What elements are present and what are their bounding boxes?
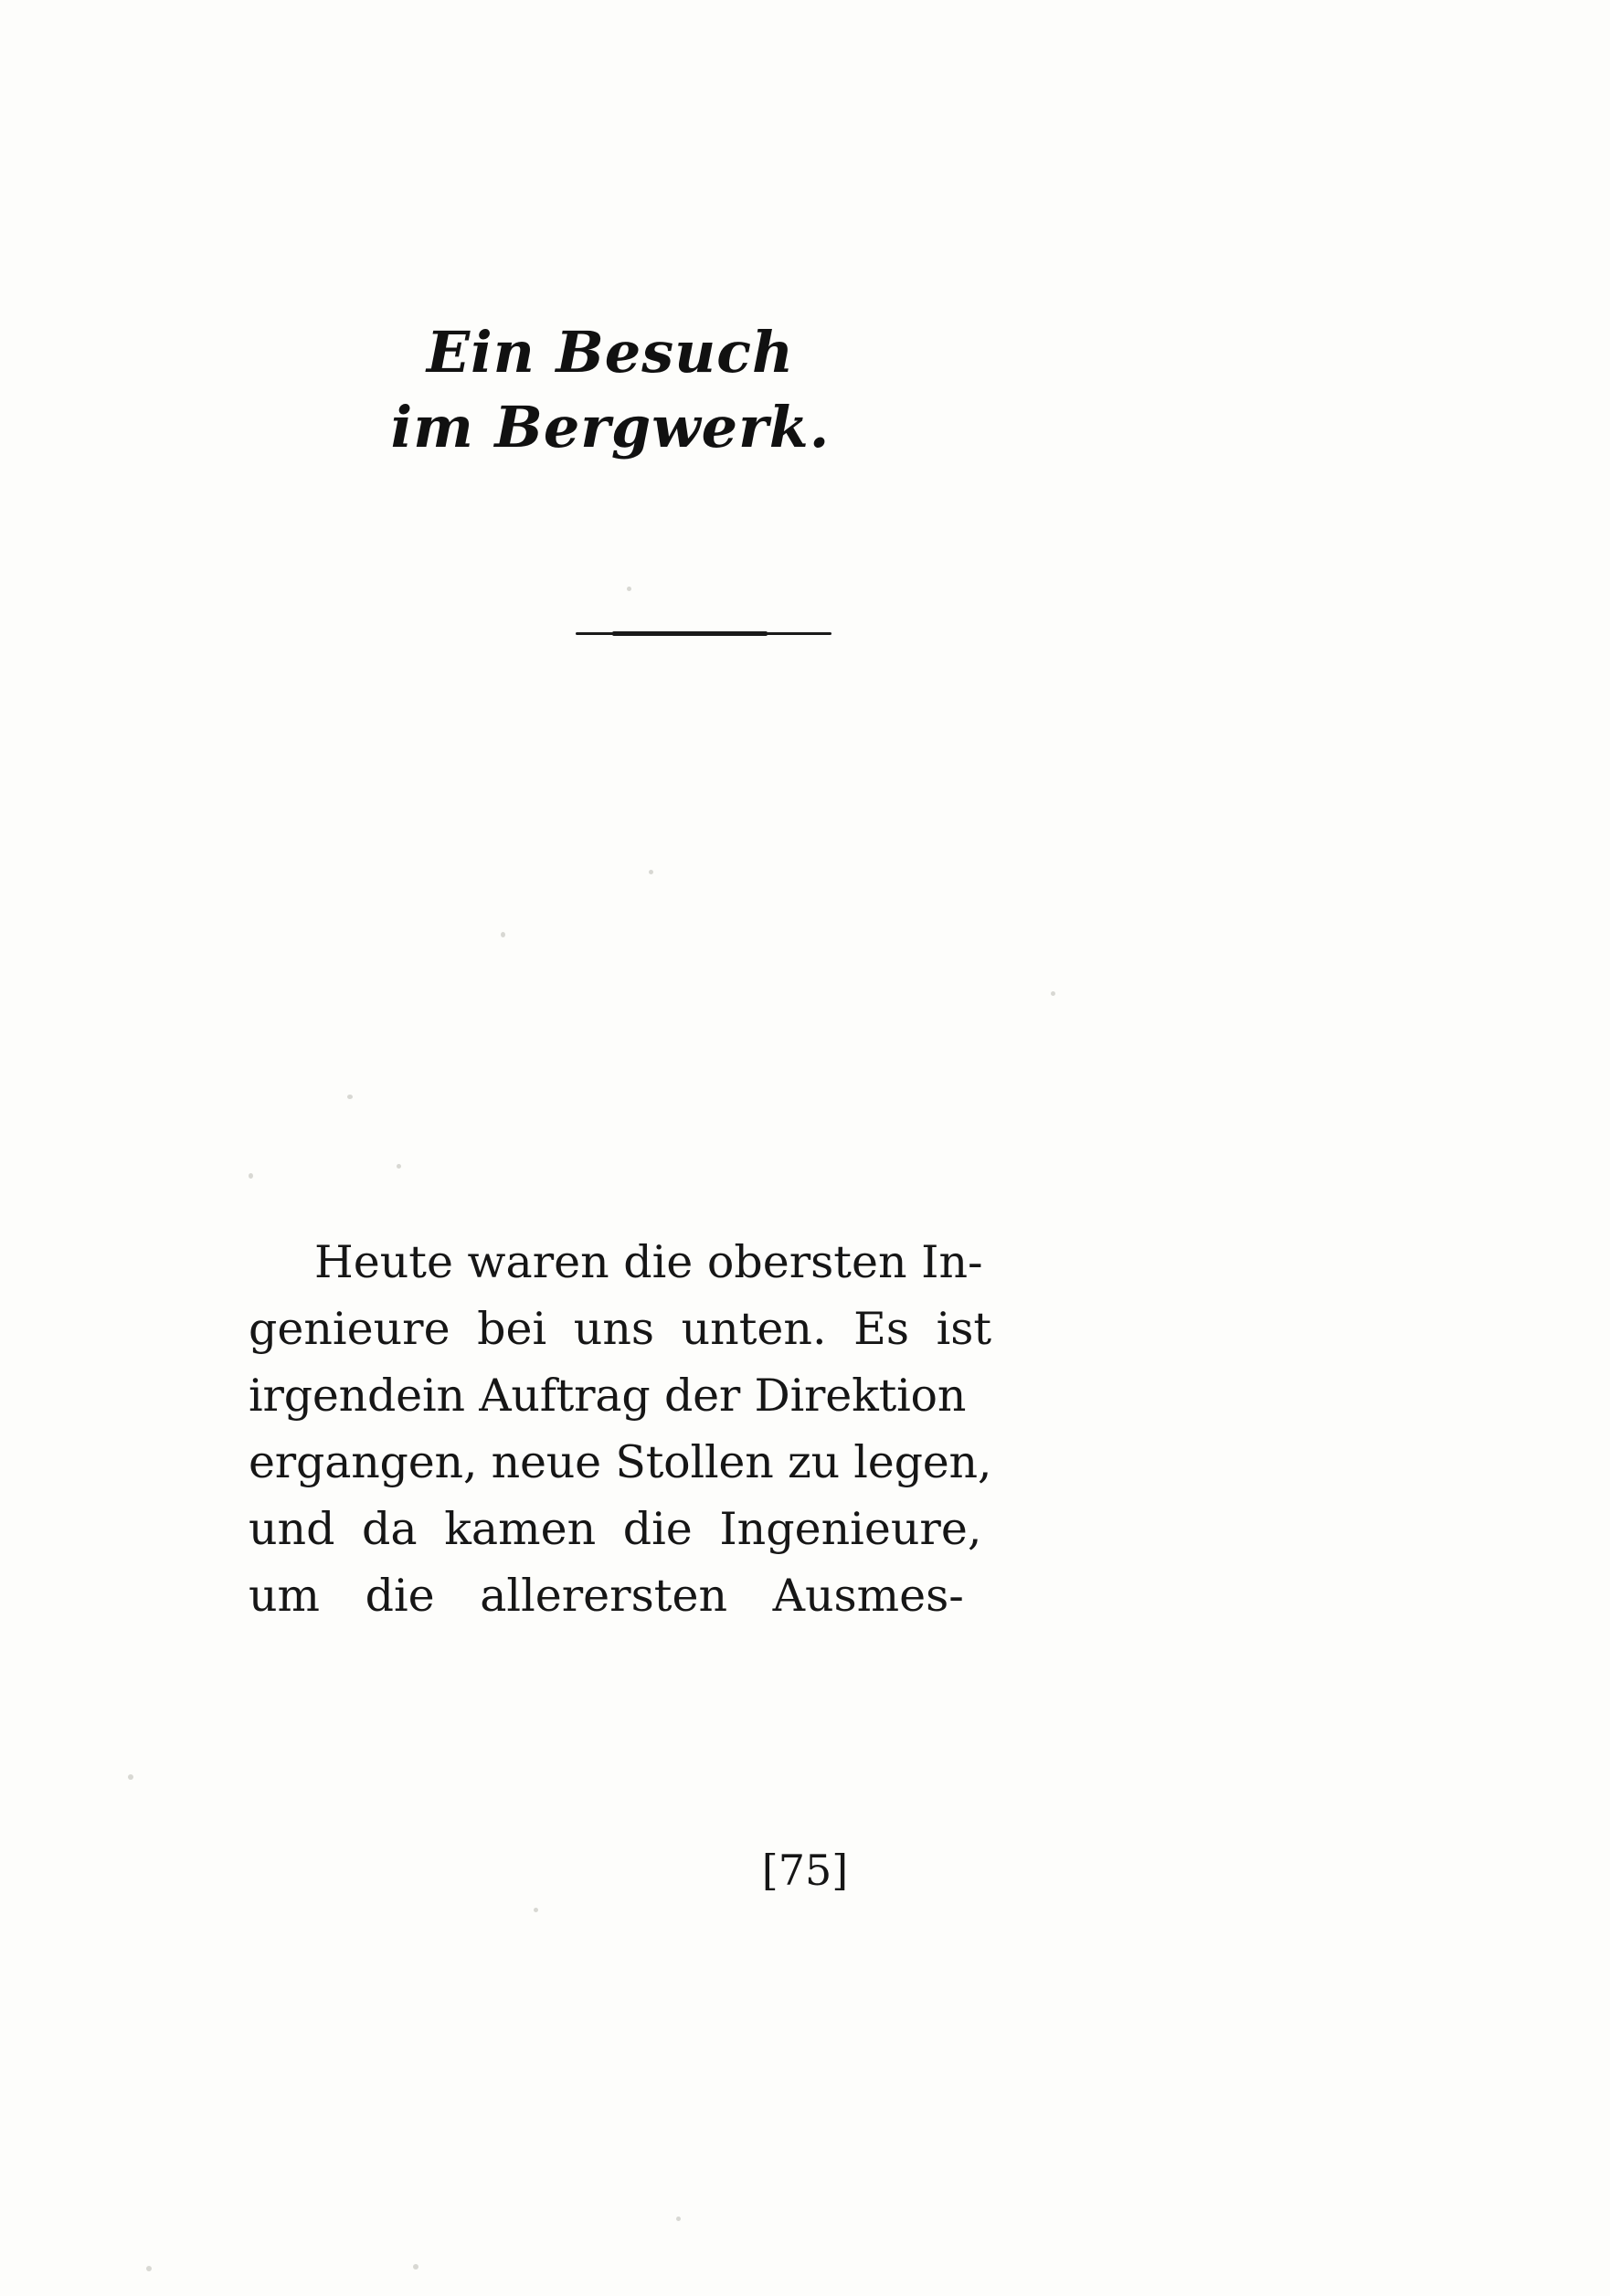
body-line: irgendein Auftrag der Direktion: [249, 1370, 967, 1422]
ornamental-rule: [576, 630, 831, 637]
rule-bar-thick: [612, 631, 768, 636]
page-number: [0, 1846, 1610, 1895]
body-line: um die allerersten Ausmes-: [249, 1570, 964, 1622]
folio-text: [75]: [761, 1846, 849, 1895]
body-line: Heute waren die obersten In-: [314, 1236, 983, 1288]
body-line: ergangen, neue Stollen zu legen,: [249, 1436, 992, 1488]
body-line: genieure bei uns unten. Es ist: [249, 1303, 992, 1355]
body-line: und da kamen die Ingenieure,: [249, 1503, 982, 1555]
page-title: [227, 315, 994, 465]
body-paragraph: [249, 1229, 1153, 1629]
title-line-1: Ein Besuch: [426, 319, 795, 386]
title-line-2: im Bergwerk.: [390, 393, 831, 460]
